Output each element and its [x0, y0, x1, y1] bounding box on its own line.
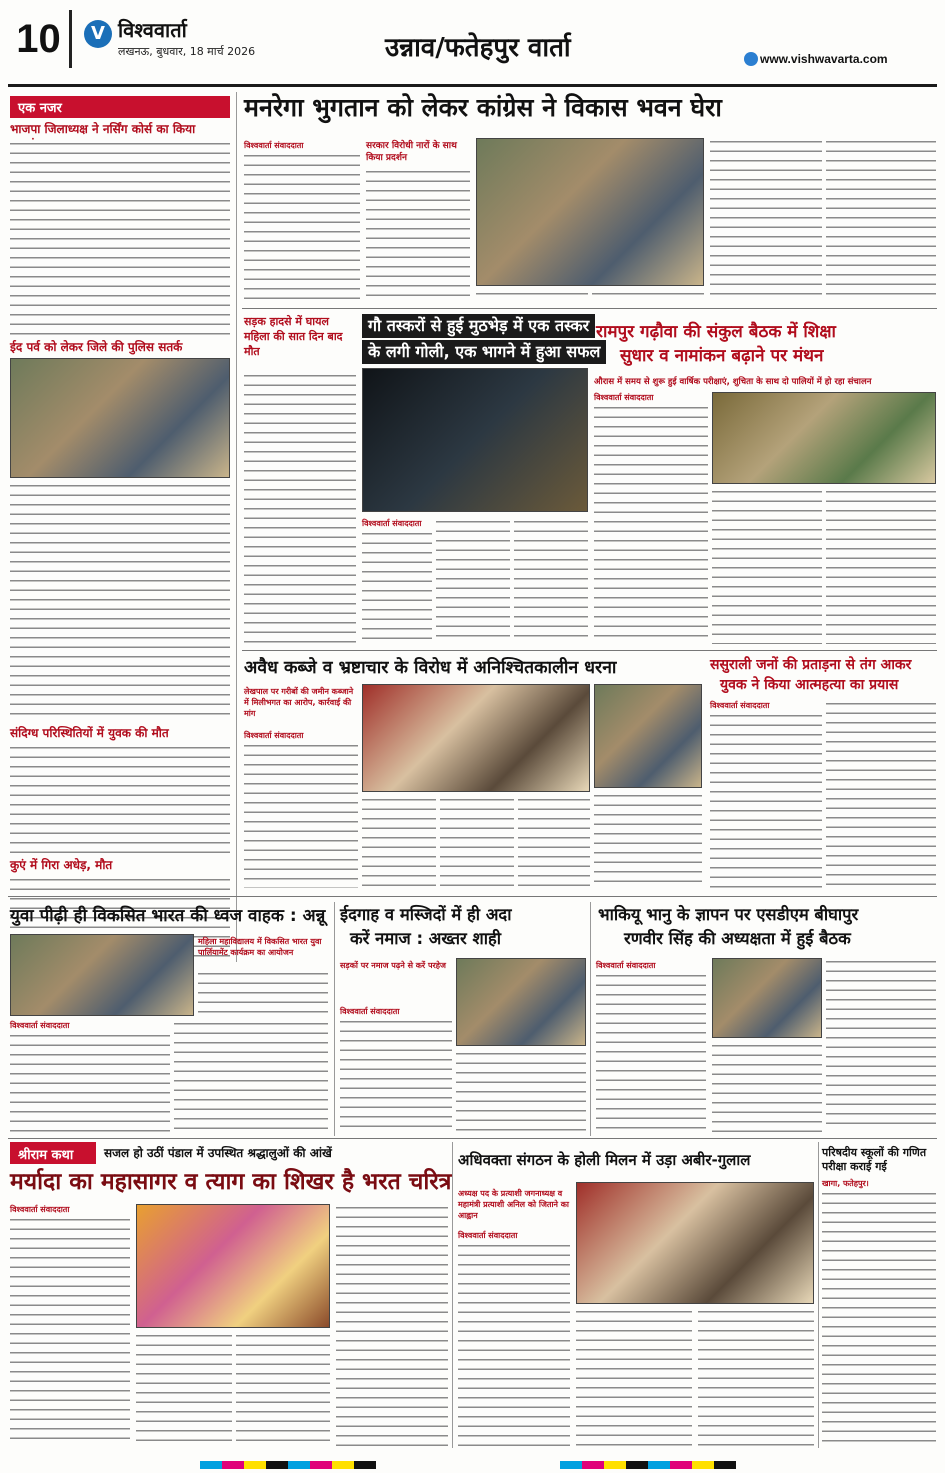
katha-tagline: सजल हो उठीं पंडाल में उपस्थित श्रद्धालुओं की आंखें [104, 1146, 332, 1160]
bkiu-body-3 [826, 958, 936, 1132]
youth-body-3 [174, 1020, 328, 1132]
katha-body-2 [136, 1332, 232, 1446]
main-headline: मनरेगा भुगतान को लेकर कांग्रेस ने विकास भवन घेरा [244, 93, 722, 122]
eid-headline-1: ईदगाह व मस्जिदों में ही अदा [340, 905, 512, 924]
advocate-body-3 [698, 1308, 814, 1446]
brand-name: विश्ववार्ता [118, 18, 187, 42]
dharna-body-2 [362, 796, 436, 888]
main-body-5 [710, 138, 822, 302]
eid-headline-2: करें नमाज : अख्तर शाही [350, 929, 502, 948]
school-meeting-byline: विश्ववार्ता संवाददाता [594, 393, 654, 402]
header-rule [8, 84, 937, 87]
school-meeting-body-2 [712, 488, 822, 644]
dharna-body-1 [244, 742, 358, 888]
maths-exam-body [822, 1190, 936, 1446]
suicide-attempt-photo [594, 684, 702, 788]
holi-milan-photo [576, 1182, 814, 1304]
col-divider-4 [452, 1142, 453, 1448]
school-meeting-headline-2: सुधार व नामांकन बढ़ाने पर मंथन [620, 346, 824, 366]
column-divider [236, 92, 237, 962]
left-headline-3: संदिग्ध परिस्थितियों में युवक की मौत [10, 726, 169, 740]
advocate-body-2 [576, 1308, 692, 1446]
dharna-sub: लेखपाल पर गरीबों की जमीन कब्जाने में मिलीभगत का आरोप, कार्रवाई की मांग [244, 687, 354, 718]
road-accident-body [244, 372, 356, 644]
col-divider-2 [334, 902, 335, 1136]
main-byline: विश्ववार्ता संवाददाता [244, 141, 304, 150]
bkiu-headline-1: भाकियू भानु के ज्ञापन पर एसडीएम बीघापुर [598, 905, 859, 924]
school-meeting-headline-1: रामपुर गढ़ौवा की संकुल बैठक में शिक्षा [596, 322, 836, 342]
youth-body-1 [198, 970, 328, 1016]
left-body-3 [10, 744, 230, 856]
brand-logo-icon: V [84, 20, 112, 48]
col-divider-3 [590, 902, 591, 1136]
website-link[interactable]: www.vishwavarta.com [760, 52, 888, 66]
cow-smuggler-body-2 [436, 518, 510, 644]
advocate-byline: विश्ववार्ता संवाददाता [458, 1231, 518, 1240]
youth-body-2 [10, 1032, 170, 1132]
left-headline-4: कुएं में गिरा अधेड़, मौत [10, 858, 113, 872]
police-arrest-photo [362, 368, 588, 512]
main-body-4 [592, 290, 704, 302]
congress-protest-photo [476, 138, 704, 286]
dharna-body-4 [518, 796, 590, 888]
eid-body-2 [456, 1050, 586, 1132]
main-body-6 [826, 138, 936, 302]
row-divider-3 [8, 896, 937, 897]
bkiu-byline: विश्ववार्ता संवाददाता [596, 961, 656, 970]
left-headline-2: ईद पर्व को लेकर जिले की पुलिस सतर्क [10, 340, 183, 354]
globe-icon [744, 52, 758, 66]
katha-body-4 [336, 1204, 448, 1446]
left-body-2 [10, 482, 230, 722]
row-divider-4 [8, 1138, 937, 1139]
katha-body-3 [236, 1332, 330, 1446]
police-march-photo [10, 358, 230, 478]
dateline: लखनऊ, बुधवार, 18 मार्च 2026 [118, 45, 256, 58]
suicide-body-1 [594, 792, 702, 888]
bkiu-body-2 [712, 1042, 822, 1132]
school-meeting-body-1 [594, 404, 708, 644]
suicide-byline: विश्ववार्ता संवाददाता [710, 701, 770, 710]
color-registration-bar-2 [560, 1461, 736, 1469]
suicide-headline-1: ससुराली जनों की प्रताड़ना से तंग आकर [710, 657, 912, 673]
maths-exam-dateline: खागा, फतेहपुर। [822, 1179, 869, 1188]
eid-byline: विश्ववार्ता संवाददाता [340, 1007, 400, 1016]
maths-exam-headline: परिषदीय स्कूलों की गणित परीक्षा कराई गई [822, 1146, 927, 1173]
cow-smuggler-body-3 [514, 518, 588, 644]
suicide-headline-2: युवक ने किया आत्महत्या का प्रयास [720, 677, 899, 693]
main-sub: सरकार विरोधी नारों के साथ किया प्रदर्शन [366, 141, 457, 163]
classroom-photo [712, 392, 936, 484]
katha-byline: विश्ववार्ता संवाददाता [10, 1205, 70, 1214]
bkiu-headline-2: रणवीर सिंह की अध्यक्षता में हुई बैठक [624, 929, 851, 948]
left-headline-1: भाजपा जिलाध्यक्ष ने नर्सिंग कोर्स का किया [10, 122, 196, 136]
dharna-byline: विश्ववार्ता संवाददाता [244, 731, 304, 740]
main-body-2 [366, 168, 470, 302]
eid-body-1 [340, 1018, 452, 1132]
left-body-1 [10, 140, 230, 336]
cow-smuggler-headline-2: के लगी गोली, एक भागने में हुआ सफल [362, 340, 606, 364]
suicide-body-3 [826, 700, 936, 888]
school-meeting-sub: औरास में समय से शुरू हुई वार्षिक परीक्षाएं, शुचिता के साथ दो पालियों में हो रहा संचालन [594, 377, 872, 387]
school-meeting-body-3 [826, 488, 936, 644]
sdm-meeting-photo [712, 958, 822, 1038]
road-accident-headline: सड़क हादसे में घायल महिला की सात दिन बाद मौत [244, 315, 343, 358]
katha-body-1 [10, 1216, 130, 1446]
cow-smuggler-headline-1: गौ तस्करों से हुई मुठभेड़ में एक तस्कर [362, 314, 595, 338]
dharna-body-3 [440, 796, 514, 888]
youth-headline: युवा पीढ़ी ही विकसित भारत की ध्वज वाहक : अन्नू [10, 906, 326, 926]
advocate-headline: अधिवक्ता संगठन के होली मिलन में उड़ा अबीर-गुलाल [458, 1151, 751, 1169]
youth-byline: विश्ववार्ता संवाददाता [10, 1021, 70, 1030]
row-divider [242, 308, 937, 309]
ek-nazar-label: एक नजर [10, 96, 230, 118]
dharna-photo [362, 684, 590, 792]
akhtar-shahi-photo [456, 958, 586, 1046]
col-divider-5 [818, 1142, 819, 1448]
bkiu-body-1 [596, 972, 706, 1132]
advocate-body-1 [458, 1242, 570, 1446]
dharna-headline: अवैध कब्जे व भ्रष्टाचार के विरोध में अनिश्चितकालीन धरना [244, 658, 617, 678]
color-registration-bar [200, 1461, 376, 1469]
youth-parliament-photo [10, 934, 194, 1016]
advocate-sub: अध्यक्ष पद के प्रत्याशी जगनाध्यक्ष व महामंत्री प्रत्याशी अनिल को जिताने का आह्वान [458, 1189, 569, 1220]
cow-smuggler-body-1 [362, 530, 432, 644]
page-number: 10 [8, 10, 72, 68]
section-title: उन्नाव/फतेहपुर वार्ता [385, 33, 571, 63]
cow-smuggler-byline: विश्ववार्ता संवाददाता [362, 519, 422, 528]
youth-sub: महिला महाविद्यालय में विकसित भारत युवा पार्लियामेंट कार्यक्रम का आयोजन [198, 937, 322, 957]
row-divider-2 [242, 650, 937, 651]
main-body-3 [476, 290, 588, 302]
shriram-katha-tag: श्रीराम कथा [10, 1142, 96, 1164]
katha-headline: मर्यादा का महासागर व त्याग का शिखर है भरत चरित्र [10, 1169, 452, 1195]
suicide-body-2 [710, 712, 822, 888]
main-body-1 [244, 152, 360, 302]
eid-sub: सड़कों पर नमाज पढ़ने से करें परहेज [340, 961, 446, 970]
katha-photo [136, 1204, 330, 1328]
